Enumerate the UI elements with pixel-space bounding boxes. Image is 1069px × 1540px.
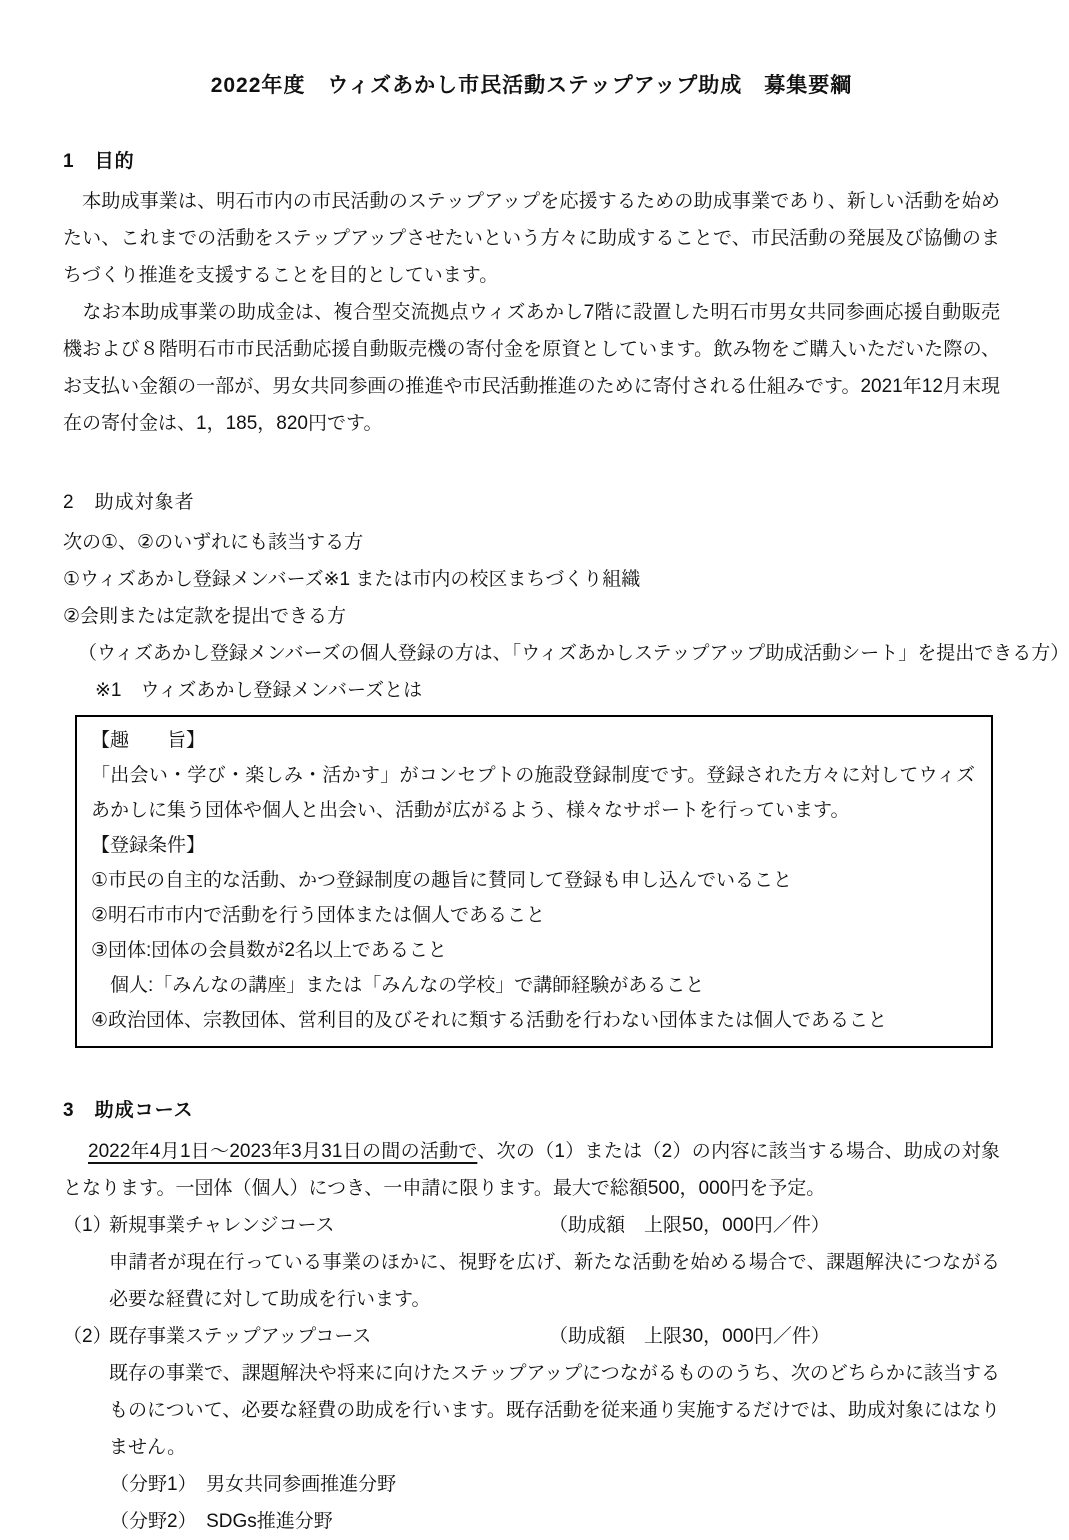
box-condition-3-individual: 個人:「みんなの講座」または「みんなの学校」で講師経験があること [110, 975, 705, 996]
course-1-description: 申請者が現在行っている事業のほかに、視野を広げ、新たな活動を始める場合で、課題解決につながる必要な経費に対して助成を行います。 [109, 1252, 1000, 1310]
members-reference-label: ※1 ウィズあかし登録メンバーズとは [95, 680, 423, 701]
box-condition-1: ①市民の自主的な活動、かつ登録制度の趣旨に賛同して登録も申し込んでいること [91, 870, 793, 891]
course-2-description: 既存の事業で、課題解決や将来に向けたステップアップにつながるもののうち、次のどちらかに該当するものについて、必要な経費の助成を行います。既存活動を従来通り実施するだけでは、助成対象にはなりません。 [109, 1363, 1000, 1458]
course-2-number: （2） [63, 1326, 112, 1347]
course-1-number: （1） [63, 1215, 112, 1236]
section-2-heading: 2 助成対象者 [63, 492, 195, 513]
course-2-title-line [63, 1318, 1000, 1355]
course-intro [63, 1133, 1000, 1207]
eligibility-note: （ウィズあかし登録メンバーズの個人登録の方は、「ウィズあかしステップアップ助成活動シート」を提出できる方） [78, 643, 1069, 664]
document-title: 2022年度 ウィズあかし市民活動ステップアップ助成 募集要綱 [210, 74, 853, 97]
course-1-name: 新規事業チャレンジコース [109, 1215, 335, 1236]
eligibility-intro: 次の①、②のいずれにも該当する方 [63, 532, 364, 553]
course-2-field-1: （分野1） 男女共同参画推進分野 [110, 1474, 397, 1495]
registered-members-box [75, 715, 993, 1048]
course-2-amount: （助成額 上限30，000円／件） [549, 1326, 830, 1347]
course-1-title-line [63, 1207, 1000, 1244]
section-1-heading: 1 目的 [63, 151, 135, 172]
purpose-paragraph-1: 本助成事業は、明石市内の市民活動のステップアップを応援するための助成事業であり、新しい活動を始めたい、これまでの活動をステップアップさせたいという方々に助成することで、市民活動の発展及び協働のまちづくり推進を支援することを目的としています。 [63, 191, 1000, 286]
box-condition-2: ②明石市市内で活動を行う団体または個人であること [91, 905, 546, 926]
section-3-heading: 3 助成コース [63, 1100, 194, 1121]
eligibility-item-1: ①ウィズあかし登録メンバーズ※1 または市内の校区まちづくり組織 [63, 569, 641, 590]
eligibility-item-2: ②会則または定款を提出できる方 [63, 606, 347, 627]
box-condition-4: ④政治団体、宗教団体、営利目的及びそれに類する活動を行わない団体または個人であること [91, 1010, 888, 1031]
box-condition-3: ③団体:団体の会員数が2名以上であること [91, 940, 447, 961]
activity-period: 2022年4月1日～2023年3月31日の間の活動で [88, 1141, 478, 1162]
box-conditions-label: 【登録条件】 [91, 835, 206, 856]
course-2-field-2: （分野2） SDGs推進分野 [110, 1511, 333, 1532]
course-1-amount: （助成額 上限50，000円／件） [549, 1215, 830, 1236]
box-purpose-text: 「出会い・学び・楽しみ・活かす」がコンセプトの施設登録制度です。登録された方々に対してウィズあかしに集う団体や個人と出会い、活動が広がるよう、様々なサポートを行っています。 [91, 765, 975, 821]
box-purpose-label: 【趣 旨】 [91, 730, 206, 751]
course-intro-rest: 、次の（1）または（2）の内容に該当する場合、助成の対象となります。一団体（個人）につき、一申請に限ります。最大で総額500，000円を予定。 [63, 1141, 1000, 1199]
course-2-name: 既存事業ステップアップコース [109, 1326, 372, 1347]
purpose-paragraph-2: なお本助成事業の助成金は、複合型交流拠点ウィズあかし7階に設置した明石市男女共同参画応援自動販売機および８階明石市市民活動応援自動販売機の寄付金を原資としています。飲み物をご購入いただいた際の、お支払い金額の一部が、男女共同参画の推進や市民活動推進のために寄付される仕組みです。2021年12月末現在の寄付金は、1，185，820円です。 [63, 302, 1000, 434]
